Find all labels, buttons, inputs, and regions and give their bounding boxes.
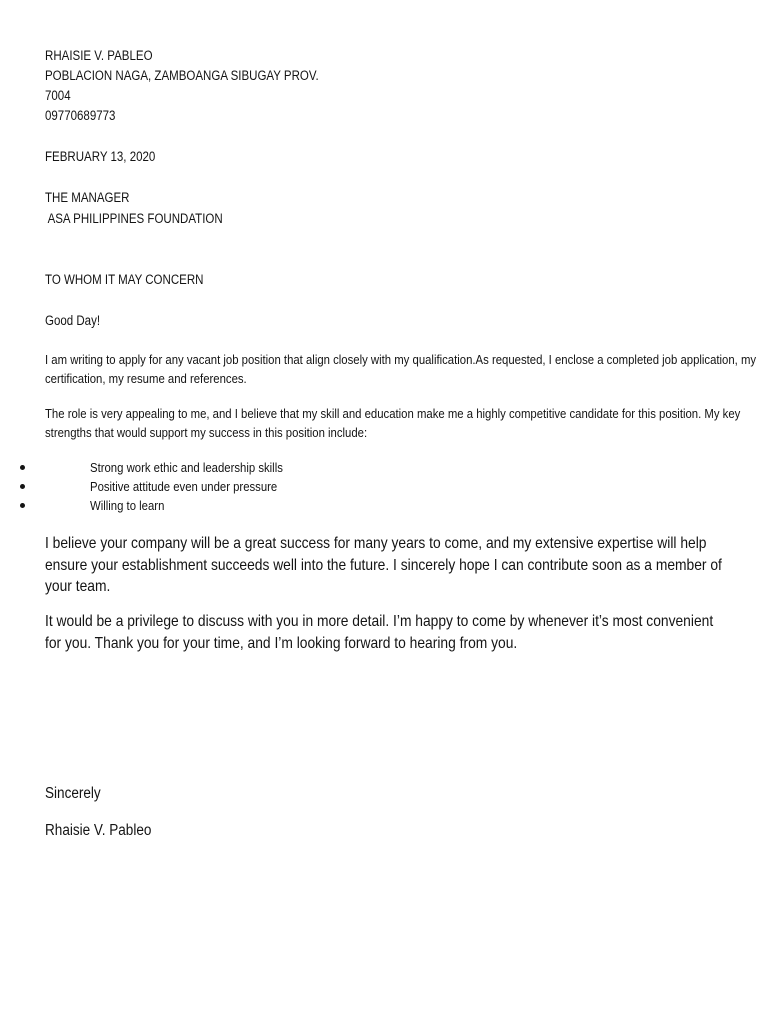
closing: Sincerely <box>45 785 101 802</box>
salutation: TO WHOM IT MAY CONCERN <box>45 272 204 287</box>
strength-text: Willing to learn <box>90 498 165 513</box>
body-paragraph-4: It would be a privilege to discuss with you in more detail. I’m happy to come by whenever it’s most convenient for you. Thank you for your time, and I’m looking forward to hearing from you. <box>45 613 714 652</box>
body-paragraph-1: I am writing to apply for any vacant job position that align closely with my qualification.As requested, I enclose a completed job application, my certification, my resume and references. <box>45 352 757 386</box>
body-paragraph-2: The role is very appealing to me, and I believe that my skill and education make me a highly competitive candidate for this position. My key strengths that would support my success in this position include: <box>45 406 741 440</box>
greeting: Good Day! <box>45 313 101 328</box>
sender-postal-code: 7004 <box>45 88 71 103</box>
letter-date: FEBRUARY 13, 2020 <box>45 149 156 164</box>
sender-phone: 09770689773 <box>45 108 116 123</box>
strength-text: Strong work ethic and leadership skills <box>90 460 283 475</box>
recipient-title: THE MANAGER <box>45 190 130 205</box>
body-paragraph-3: I believe your company will be a great success for many years to come, and my extensive expertise will help ensure your establishment succeeds well into the future. I sincerely hope I can contribute soon as a member of your team. <box>45 535 722 595</box>
bullet-icon <box>20 465 25 470</box>
strength-text: Positive attitude even under pressure <box>90 479 278 494</box>
sender-name: RHAISIE V. PABLEO <box>45 48 153 63</box>
sender-address: POBLACION NAGA, ZAMBOANGA SIBUGAY PROV. <box>45 68 319 83</box>
bullet-icon <box>20 484 25 489</box>
recipient-organization: ASA PHILIPPINES FOUNDATION <box>45 211 223 226</box>
bullet-icon <box>20 503 25 508</box>
signature: Rhaisie V. Pableo <box>45 822 152 839</box>
